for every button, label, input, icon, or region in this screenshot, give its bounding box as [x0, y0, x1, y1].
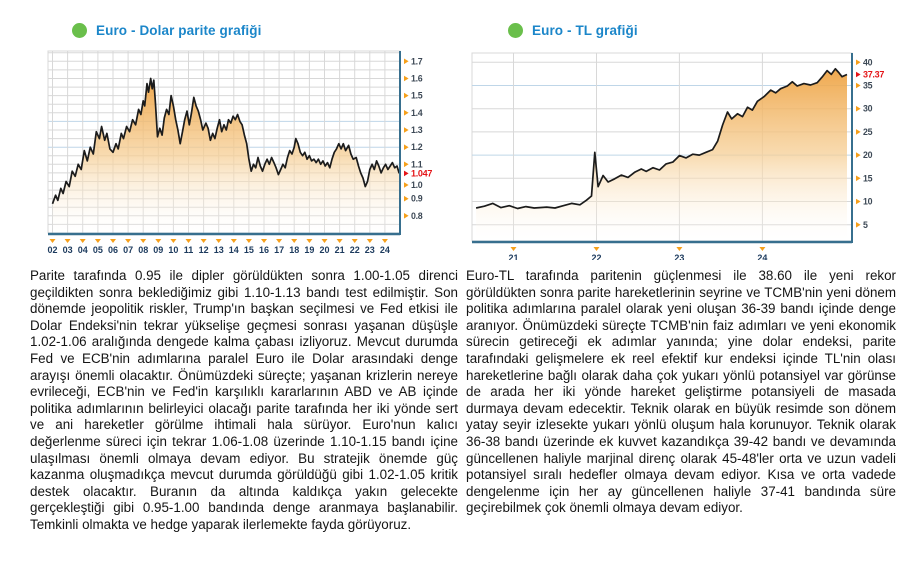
svg-text:1.0: 1.0: [411, 180, 423, 190]
svg-text:1.6: 1.6: [411, 73, 423, 84]
svg-text:15: 15: [243, 245, 254, 255]
svg-text:05: 05: [92, 245, 103, 255]
svg-text:35: 35: [863, 80, 873, 91]
svg-text:17: 17: [274, 245, 285, 255]
eur-try-chart: [466, 48, 896, 260]
svg-text:21: 21: [334, 245, 345, 255]
area-fill: [53, 79, 400, 234]
y-axis-labels: [856, 57, 884, 230]
svg-text:24: 24: [757, 253, 768, 260]
svg-text:14: 14: [228, 245, 239, 255]
svg-text:08: 08: [138, 245, 149, 255]
svg-text:23: 23: [364, 245, 375, 255]
svg-text:5: 5: [863, 219, 868, 230]
svg-text:24: 24: [379, 245, 390, 255]
svg-text:1.7: 1.7: [411, 56, 423, 67]
y-axis-labels: [404, 56, 432, 221]
svg-text:10: 10: [168, 245, 179, 255]
svg-text:06: 06: [107, 245, 119, 255]
svg-text:04: 04: [77, 245, 88, 255]
svg-text:19: 19: [304, 245, 315, 255]
green-bullet-icon: [508, 23, 523, 38]
svg-text:18: 18: [289, 245, 300, 255]
svg-text:1.5: 1.5: [411, 90, 423, 101]
green-bullet-icon: [72, 23, 87, 38]
svg-text:22: 22: [349, 245, 360, 255]
svg-text:30: 30: [863, 103, 873, 114]
svg-text:40: 40: [863, 57, 873, 68]
svg-text:21: 21: [508, 253, 519, 260]
svg-text:09: 09: [153, 245, 164, 255]
svg-text:20: 20: [863, 150, 873, 161]
eur-try-commentary: Euro-TL tarafında paritenin güçlenmesi ile 38.60 ile yeni rekor görüldükten sonra parite hareketlerinin seyrine ve TCMB'nin yeni dönem politika adımlarına paralel olarak yeni oluşan 36-39 bandı içinde denge aranıyor. Önümüzdeki süreçte TCMB'nin faiz adımları ve yeni ekonomik sürecin getireceği ek adımlar yanında; yine dolar endeksi, parite tarafındaki gelişmelere ek reel efektif kur endeksi içinde TL'nin olası hareketlerine bağlı olarak daha çok yukarı yönlü potansiyel var görünse de arada her iki yönde hareket geliştirme potansiyeli de masada durmaya devam edecektir. Teknik olarak en büyük resimde son dönem yatay seyir izlesekte yukarı yönlü oluşum hala korunuyor. Teknik olarak 36-38 bandı üzerinde ek kuvvet kazandıkça 39-42 bandı ve devamında güncellenen haliyle marjinal direnç olarak 45-48'ler orta ve uzun vadeli potansiyel sıralı hedefler olmaya devam ediyor. Kısa ve orta vadede dengelenme için her ay güncellenen haliyle 37-41 bandında süre geçirebilmek çok önemli olmaya devam ediyor.: [466, 268, 896, 516]
eur-try-chart-title: Euro - TL grafiği: [532, 22, 638, 38]
svg-text:11: 11: [183, 245, 194, 255]
svg-text:20: 20: [319, 245, 330, 255]
svg-text:12: 12: [198, 245, 209, 255]
eur-usd-commentary: Parite tarafında 0.95 ile dipler görüldükten sonra 1.00-1.05 direnci geçildikten sonra beklediğimiz gibi 1.10-1.13 bandı test edilmiştir. Son dönemde jeopolitik riskler, Trump'ın başkan seçilmesi ve Fed etkisi ile Dolar Endeksi'nin tekrar yükselişe geçmesi sonrası yaşanan düşüşle 1.02-1.06 aralığında dengede kalma çabası izliyoruz. Mevcut durumda Fed ve ECB'nin adımlarına paralel Euro ile Dolar arasındaki denge arayışı önemli olacaktır. Önümüzdeki süreçte; yaşanan krizlerin nereye evrileceği, ECB'nin ve Fed'in karşılıklı kararlarının ABD ve AB içinde politika adımlarının belirleyici olacağı parite tarafında her iki yönde sert ve ani hareketler görülme ihtimali hala sürüyor. Euro'nun kalıcı değerlenme süreci için tekrar 1.06-1.08 üzerinde 1.10-1.15 bandı içine ulaşılması önemli olmaya devam ediyor. Bu stratejik önemde güç kazanma oluşmadıkça mevcut durumda görüldüğü gibi 1.02-1.05 kritik destek olacaktır. Buranın da altında kaldıkça yakın gelecekte gerçekleştiği gibi 0.95-1.00 bandında denge aranmaya başlanabilir. Temkinli olmakta ve hedge yaparak ilerlemekte fayda görüyoruz.: [30, 268, 458, 532]
svg-text:07: 07: [123, 245, 134, 255]
x-axis-labels: [508, 247, 767, 260]
eur-usd-panel: [30, 20, 458, 534]
svg-text:23: 23: [674, 253, 685, 260]
eur-usd-chart-header: [30, 20, 458, 40]
svg-text:1.2: 1.2: [411, 142, 423, 153]
svg-text:0.8: 0.8: [411, 210, 423, 221]
svg-text:1.1: 1.1: [411, 159, 423, 170]
svg-text:1.047: 1.047: [411, 168, 433, 179]
eur-try-chart-header: [466, 20, 896, 40]
svg-text:02: 02: [47, 245, 58, 255]
eur-usd-chart-title: Euro - Dolar parite grafiği: [96, 22, 262, 38]
svg-text:1.3: 1.3: [411, 125, 423, 135]
svg-text:1.4: 1.4: [411, 107, 423, 118]
eur-usd-chart: [30, 48, 458, 260]
svg-text:03: 03: [62, 245, 73, 255]
svg-text:37.37: 37.37: [863, 69, 885, 80]
svg-text:25: 25: [863, 126, 873, 137]
x-axis-labels: [47, 239, 389, 255]
svg-text:0.9: 0.9: [411, 193, 423, 204]
svg-text:10: 10: [863, 196, 873, 207]
eur-try-panel: [466, 20, 896, 517]
svg-text:16: 16: [258, 245, 270, 255]
svg-text:13: 13: [213, 245, 224, 255]
svg-text:22: 22: [591, 253, 602, 260]
svg-text:15: 15: [863, 173, 873, 184]
